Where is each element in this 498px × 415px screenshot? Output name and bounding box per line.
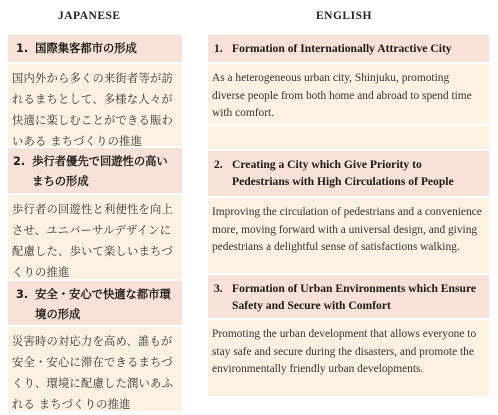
jp-item-2-number: 2. (13, 155, 26, 168)
en-item-1-title: Formation of Internationally Attractive City (232, 42, 452, 55)
english-column-heading: ENGLISH (316, 10, 372, 22)
english-column (208, 35, 489, 396)
en-item-1-header (208, 35, 489, 62)
en-item-3-body: Promoting the urban development that allows everyone to stay safe and secure during the disasters, and promote the environmentally friendly urban developments. (208, 320, 489, 396)
jp-item-1-title: 国際集客都市の形成 (35, 42, 137, 55)
en-item-3-header (208, 275, 489, 318)
jp-item-2-body: 歩行者の回遊性と利便性を向上させ、ユニバーサルデザインに配慮した、歩いて楽しいまちづくりの推進 (8, 195, 182, 279)
en-item-1-body: As a heterogeneous urban city, Shinjuku, promoting diverse people from both home and abroad to spend time with comfort. (208, 64, 489, 124)
jp-item-1-number: 1. (16, 42, 29, 55)
en-item-1-number: 1. (214, 42, 223, 55)
en-item-2-header (208, 151, 489, 196)
jp-item-2-title: 歩行者優先で回遊性の高いまちの形成 (32, 155, 168, 188)
en-item-3-title: Formation of Urban Environments which Ensure Safety and Secure with Comfort (232, 282, 477, 312)
jp-item-2-header (8, 148, 182, 193)
en-spacer-row (208, 126, 489, 149)
en-item-2-number: 2. (214, 158, 223, 171)
en-item-2-title: Creating a City which Give Priority to Pedestrians with High Circulations of People (232, 158, 454, 188)
jp-item-3-header (8, 281, 182, 325)
jp-item-3-body: 災害時の対応力を高め、誰もが安全・安心に滞在できるまちづくり、環境に配慮した潤いあふれる まちづくりの推進 (8, 327, 182, 411)
jp-item-1-body: 国内外から多くの来街者等が訪れるまちとして、多様な人々が快適に楽しむことができる賑わいある まちづくりの推進 (8, 64, 182, 146)
en-item-2-body: Improving the circulation of pedestrians and a convenience more, moving forward with a universal design, and giving pedestrians a delightful sense of satisfactions walking. (208, 198, 489, 273)
japanese-column-heading: JAPANESE (58, 10, 121, 22)
jp-item-3-title: 安全・安心で快適な都市環境の形成 (35, 288, 171, 321)
en-item-3-number: 3. (214, 282, 223, 295)
japanese-column (8, 35, 182, 411)
jp-item-3-number: 3. (16, 288, 29, 301)
jp-item-1-header (8, 35, 182, 62)
